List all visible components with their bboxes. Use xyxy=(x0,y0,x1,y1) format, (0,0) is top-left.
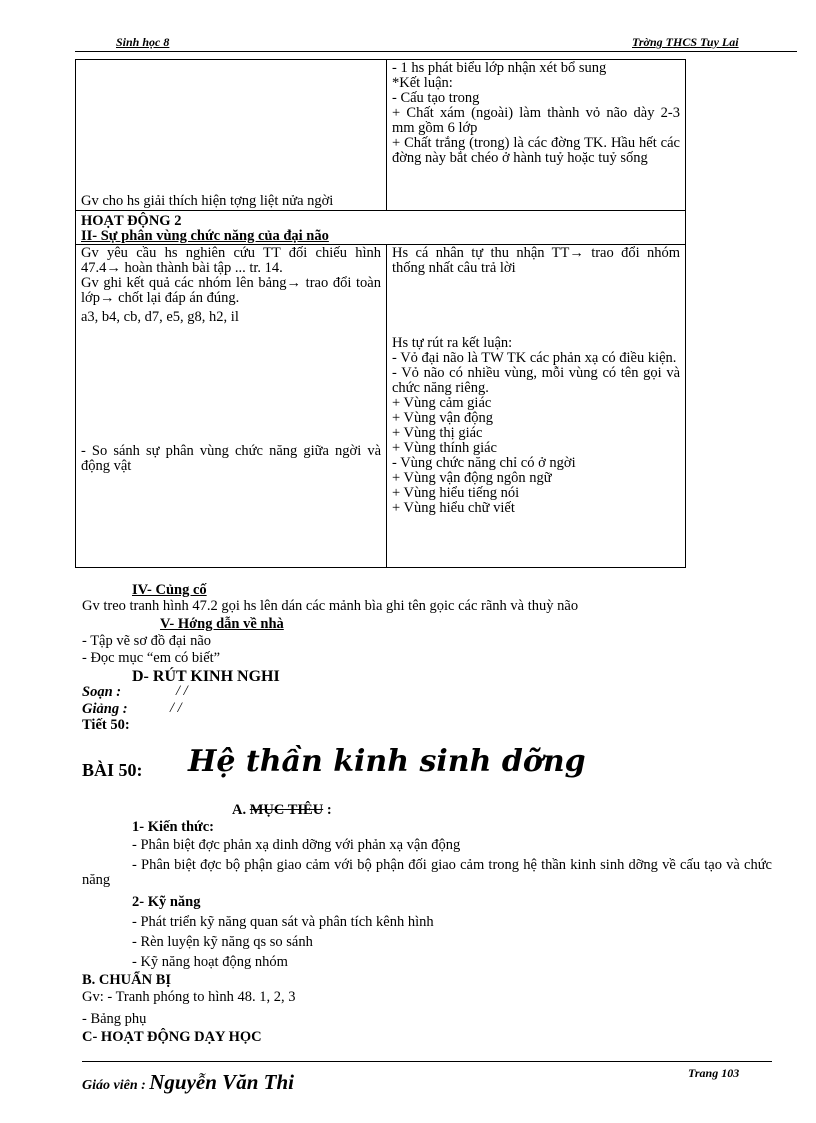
lesson-title: Hệ thần kinh sinh dỡng xyxy=(188,744,586,779)
cell-line: Hs cá nhân tự thu nhận TT→ trao đổi nhóm thống nhất câu trả lời xyxy=(392,245,680,276)
objectives-heading-suffix: : xyxy=(323,802,332,818)
page-number: Trang 103 xyxy=(688,1066,740,1080)
soan-label: Soạn : xyxy=(82,684,122,700)
cell-line: - Vỏ não có nhiều vùng, mỗi vùng có tên gọi và chức năng riêng. xyxy=(392,365,680,396)
knowledge-item: - Phân biệt đợc phản xạ dinh dỡng với phản xạ vận động xyxy=(132,837,461,853)
cell-line: + Vùng vận động xyxy=(392,410,493,426)
homework-item: - Đọc mục “em có biết” xyxy=(82,650,221,666)
header-school: Trờng THCS Tuy Lai xyxy=(632,35,739,49)
cell-line: - Cấu tạo trong xyxy=(392,90,480,106)
giang-label: Giảng : xyxy=(82,701,128,717)
skills-heading: 2- Kỹ năng xyxy=(132,894,201,910)
cell-line: + Chất trắng (trong) là các đờng TK. Hầu hết các đờng này bắt chéo ở hành tuỷ hoặc tuỷ sống xyxy=(392,135,680,166)
soan-date: / / xyxy=(176,683,188,699)
cell-line: Gv ghi kết quả các nhóm lên bảng→ trao đổi toàn lớp→ chốt lại đáp án đúng. xyxy=(81,275,381,306)
cell-line: - So sánh sự phân vùng chức năng giữa ngời và động vật xyxy=(81,443,381,474)
table-row xyxy=(76,60,686,211)
footer-rule xyxy=(82,1061,772,1062)
table-cell xyxy=(76,60,387,211)
preparation-gv: Gv: - Tranh phóng to hình 48. 1, 2, 3 xyxy=(82,989,296,1005)
consolidation-title: IV- Củng cố xyxy=(132,582,207,598)
skill-item: - Kỹ năng hoạt động nhóm xyxy=(132,954,288,970)
activity-header-cell xyxy=(76,211,686,245)
header-rule xyxy=(75,51,797,52)
preparation-board: - Bảng phụ xyxy=(82,1011,147,1027)
table-cell xyxy=(387,60,686,211)
knowledge-heading: 1- Kiến thức: xyxy=(132,819,214,835)
cell-line: + Vùng hiểu chữ viết xyxy=(392,500,515,516)
homework-item: - Tập vẽ sơ đồ đại não xyxy=(82,633,212,649)
footer-teacher xyxy=(82,1070,294,1095)
teacher-label: Giáo viên : xyxy=(82,1078,146,1093)
activity-title: HOẠT ĐỘNG 2 xyxy=(81,213,182,229)
cell-line: - Vỏ đại não là TW TK các phản xạ có điều kiện. xyxy=(392,350,677,366)
cell-line: + Vùng hiểu tiếng nói xyxy=(392,485,520,501)
header-subject: Sinh học 8 xyxy=(116,35,170,49)
cell-line: Gv yêu cầu hs nghiên cứu TT đối chiếu hình 47.4→ hoàn thành bài tập ... tr. 14. xyxy=(81,245,381,276)
giang-date: / / xyxy=(170,700,182,716)
objectives-heading xyxy=(232,803,332,818)
consolidation-text: Gv treo tranh hình 47.2 gọi hs lên dán các mảnh bìa ghi tên gọic các rãnh và thuỳ não xyxy=(82,598,579,614)
cell-line: Hs tự rút ra kết luận: xyxy=(392,335,513,351)
lessons-learned-title: D- RÚT KINH NGHI xyxy=(132,668,280,685)
skill-item: - Phát triển kỹ năng quan sát và phân tích kênh hình xyxy=(132,914,434,930)
cell-line: - 1 hs phát biểu lớp nhận xét bổ sung xyxy=(392,60,607,76)
homework-title: V- Hớng dẫn về nhà xyxy=(160,616,284,632)
knowledge-item: - Phân biệt đợc bộ phận giao cảm với bộ phận đối giao cảm trong hệ thần kinh sinh dỡng về cấu tạo và chức năng xyxy=(82,857,772,888)
objectives-heading-prefix: A. xyxy=(232,802,247,818)
objectives-heading-text: MỤC TIÊU xyxy=(249,802,324,818)
cell-line: + Vùng vận động ngôn ngữ xyxy=(392,470,552,486)
cell-line: + Vùng thị giác xyxy=(392,425,483,441)
preparation-title: B. CHUẨN BỊ xyxy=(82,972,172,988)
cell-line: + Chất xám (ngoài) làm thành vỏ não dày 2-3 mm gồm 6 lớp xyxy=(392,105,680,136)
table-cell xyxy=(387,245,686,568)
cell-line: a3, b4, cb, d7, e5, g8, h2, il xyxy=(81,309,239,325)
activity-subtitle: II- Sự phân vùng chức năng của đại não xyxy=(81,228,329,244)
skill-item: - Rèn luyện kỹ năng qs so sánh xyxy=(132,934,313,950)
activities-title: C- HOẠT ĐỘNG DẠY HỌC xyxy=(82,1029,262,1045)
cell-line: *Kết luận: xyxy=(392,75,453,91)
table-row xyxy=(76,245,686,568)
teacher-name: Nguyễn Văn Thi xyxy=(149,1070,294,1094)
cell-text: Gv cho hs giải thích hiện tợng liệt nửa ngời xyxy=(81,193,334,209)
cell-line: - Vùng chức năng chỉ có ở ngời xyxy=(392,455,576,471)
table-cell xyxy=(76,245,387,568)
lesson-label: BÀI 50: xyxy=(82,760,143,780)
lesson-period: Tiết 50: xyxy=(82,717,130,733)
cell-line: + Vùng cảm giác xyxy=(392,395,492,411)
lesson-table xyxy=(75,59,686,568)
table-row xyxy=(76,211,686,245)
cell-line: + Vùng thính giác xyxy=(392,440,497,456)
